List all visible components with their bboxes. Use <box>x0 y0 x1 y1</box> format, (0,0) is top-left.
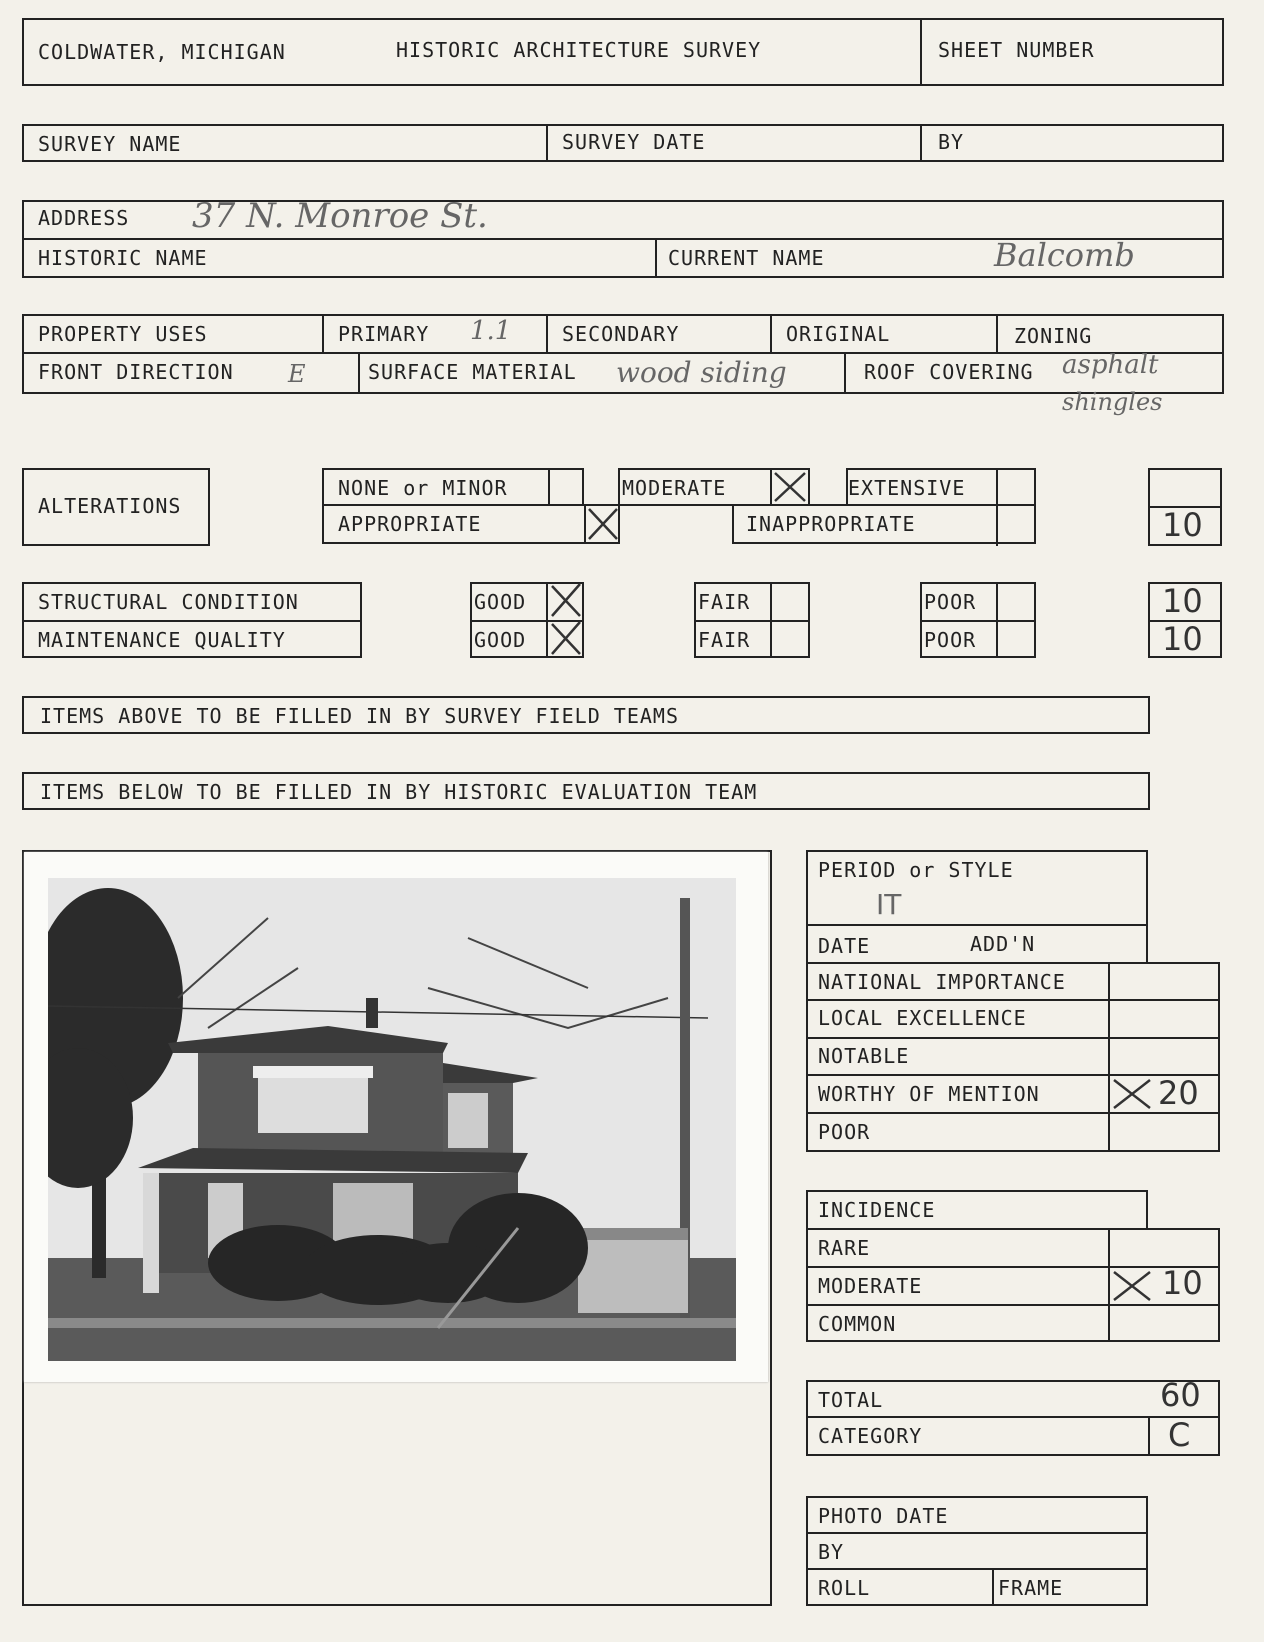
incidence-score: 10 <box>1162 1264 1203 1302</box>
moderate-x-mark <box>772 470 808 504</box>
incidence-label: INCIDENCE <box>818 1198 936 1222</box>
photo-info-row-2 <box>806 1568 1148 1570</box>
surface-material-label: SURFACE MATERIAL <box>368 360 577 384</box>
original-label: ORIGINAL <box>786 322 891 346</box>
prop-div-3 <box>770 314 772 352</box>
category-value: C <box>1168 1416 1191 1454</box>
survey-name-label: SURVEY NAME <box>38 132 182 156</box>
structural-good-label: GOOD <box>474 590 527 614</box>
structural-good-x-mark <box>548 582 584 620</box>
appropriate-label: APPROPRIATE <box>338 512 482 536</box>
surface-material-value: wood siding <box>616 356 787 389</box>
alterations-label: ALTERATIONS <box>38 494 182 518</box>
poor-div <box>920 620 1036 622</box>
primary-value: 1.1 <box>470 316 512 346</box>
property-uses-label: PROPERTY USES <box>38 322 208 346</box>
address-label: ADDRESS <box>38 206 130 230</box>
common-label: COMMON <box>818 1312 897 1336</box>
none-minor-label: NONE or MINOR <box>338 476 508 500</box>
photo-date-label: PHOTO DATE <box>818 1504 949 1528</box>
name-divider <box>655 238 657 278</box>
extensive-label: EXTENSIVE <box>848 476 966 500</box>
addn-label: ADD'N <box>970 932 1036 956</box>
totals-div <box>806 1416 1220 1418</box>
appropriate-x-mark <box>586 506 620 542</box>
structural-score: 10 <box>1162 582 1203 620</box>
structural-condition-label: STRUCTURAL CONDITION <box>38 590 299 614</box>
moderate-incidence-label: MODERATE <box>818 1274 923 1298</box>
current-name-value: Balcomb <box>994 236 1135 274</box>
total-label: TOTAL <box>818 1388 884 1412</box>
survey-by-label: BY <box>938 130 965 154</box>
header-divider <box>920 18 922 86</box>
survey-divider-2 <box>920 124 922 162</box>
roll-label: ROLL <box>818 1576 871 1600</box>
historic-name-label: HISTORIC NAME <box>38 246 208 270</box>
date-label: DATE <box>818 934 871 958</box>
rare-label: RARE <box>818 1236 871 1260</box>
maintenance-good-label: GOOD <box>474 628 527 652</box>
inappropriate-label: INAPPROPRIATE <box>746 512 916 536</box>
roof-covering-label: ROOF COVERING <box>864 360 1034 384</box>
poor-rating-label: POOR <box>818 1120 871 1144</box>
moderate-incidence-x-mark <box>1110 1268 1154 1304</box>
photo-info-row-1 <box>806 1532 1148 1534</box>
address-value: 37 N. Monroe St. <box>192 196 488 236</box>
primary-label: PRIMARY <box>338 322 430 346</box>
current-name-label: CURRENT NAME <box>668 246 825 270</box>
survey-divider-1 <box>546 124 548 162</box>
roof-covering-value-2: shingles <box>1062 388 1163 416</box>
maintenance-good-x-mark <box>548 620 584 658</box>
ratings-row-4 <box>806 1112 1220 1114</box>
notable-label: NOTABLE <box>818 1044 910 1068</box>
poor-check-div <box>996 582 998 658</box>
ratings-check-div <box>1108 962 1110 1152</box>
local-excellence-label: LOCAL EXCELLENCE <box>818 1006 1027 1030</box>
period-style-value: IT <box>876 888 902 921</box>
prop-div-2 <box>546 314 548 352</box>
incidence-row-2 <box>806 1304 1220 1306</box>
maintenance-poor-label: POOR <box>924 628 977 652</box>
secondary-label: SECONDARY <box>562 322 680 346</box>
property-divider <box>22 352 1224 354</box>
worthy-score: 20 <box>1158 1074 1199 1112</box>
ratings-row-1 <box>806 999 1220 1001</box>
moderate-label: MODERATE <box>622 476 727 500</box>
total-value: 60 <box>1160 1376 1201 1414</box>
survey-date-label: SURVEY DATE <box>562 130 706 154</box>
frame-label: FRAME <box>998 1576 1064 1600</box>
worthy-x-mark <box>1110 1076 1154 1112</box>
front-direction-value: E <box>288 360 306 388</box>
condition-label-div <box>22 620 362 622</box>
prop-div-6 <box>844 352 846 394</box>
none-minor-check-div <box>548 468 550 506</box>
roll-frame-div <box>992 1568 994 1606</box>
structural-fair-label: FAIR <box>698 590 751 614</box>
fair-check-div <box>770 582 772 658</box>
ratings-row-2 <box>806 1037 1220 1039</box>
alterations-score: 10 <box>1162 506 1203 544</box>
front-direction-label: FRONT DIRECTION <box>38 360 234 384</box>
note-above: ITEMS ABOVE TO BE FILLED IN BY SURVEY FIELD TEAMS <box>40 704 680 728</box>
prop-div-4 <box>996 314 998 352</box>
maintenance-fair-label: FAIR <box>698 628 751 652</box>
zoning-label: ZONING <box>1014 324 1093 348</box>
incidence-row-1 <box>806 1266 1220 1268</box>
form-title: HISTORIC ARCHITECTURE SURVEY <box>396 38 762 62</box>
maintenance-score: 10 <box>1162 620 1203 658</box>
fair-div <box>694 620 810 622</box>
national-importance-label: NATIONAL IMPORTANCE <box>818 970 1066 994</box>
photo-by-label: BY <box>818 1540 845 1564</box>
totals-value-div <box>1148 1416 1150 1456</box>
sheet-number-label: SHEET NUMBER <box>938 38 1095 62</box>
structural-poor-label: POOR <box>924 590 977 614</box>
category-label: CATEGORY <box>818 1424 923 1448</box>
period-style-label: PERIOD or STYLE <box>818 858 1014 882</box>
prop-div-1 <box>322 314 324 352</box>
note-below: ITEMS BELOW TO BE FILLED IN BY HISTORIC EVALUATION TEAM <box>40 780 758 804</box>
house-photo <box>48 878 736 1361</box>
city-label: COLDWATER, MICHIGAN <box>38 40 286 64</box>
worthy-of-mention-label: WORTHY OF MENTION <box>818 1082 1040 1106</box>
prop-div-5 <box>358 352 360 394</box>
roof-covering-value-1: asphalt <box>1062 350 1159 380</box>
maintenance-quality-label: MAINTENANCE QUALITY <box>38 628 286 652</box>
